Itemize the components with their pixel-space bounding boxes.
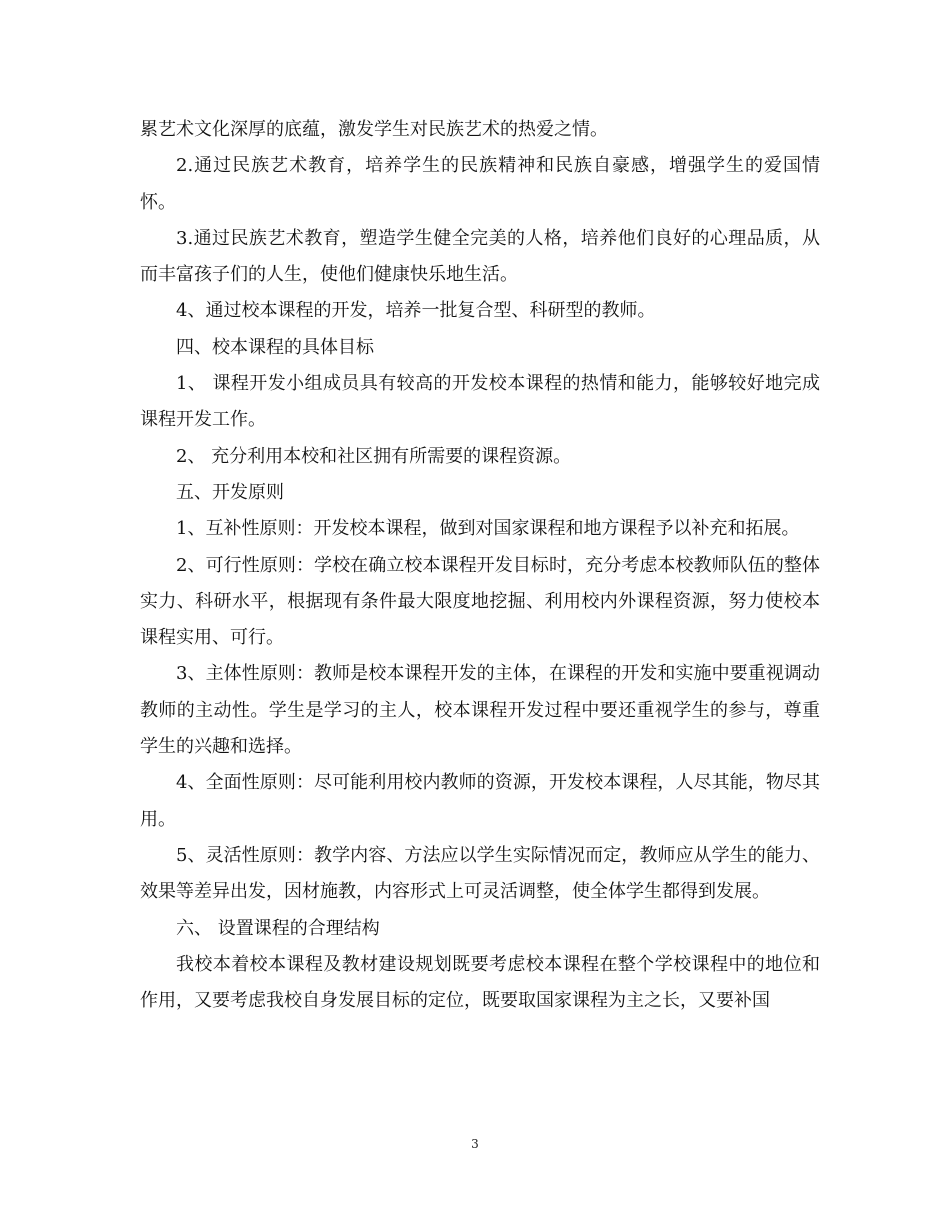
paragraph-goal-4: 4、通过校本课程的开发，培养一批复合型、科研型的教师。 xyxy=(176,300,656,322)
section-heading-4: 四、校本课程的具体目标 xyxy=(176,336,374,358)
paragraph-goal-2: 2.通过民族艺术教育，培养学生的民族精神和民族自豪感，增强学生的爱国情怀。 xyxy=(140,155,820,213)
paragraph-specific-goal-2: 2、 充分利用本校和社区拥有所需要的课程资源。 xyxy=(176,445,572,467)
page-number: 3 xyxy=(471,1137,479,1151)
paragraph-principle-4: 4、全面性原则：尽可能利用校内教师的资源，开发校本课程，人尽其能，物尽其用。 xyxy=(140,772,820,830)
paragraph-principle-3: 3、主体性原则：教师是校本课程开发的主体，在课程的开发和实施中要重视调动教师的主动性。学生是学习的主人，校本课程开发过程中要还重视学生的参与，尊重学生的兴趣和选择。 xyxy=(140,663,820,758)
document-body xyxy=(140,112,820,1019)
paragraph-structure: 我校本着校本课程及教材建设规划既要考虑校本课程在整个学校课程中的地位和作用，又要考虑我校自身发展目标的定位，既要取国家课程为主之长，又要补国 xyxy=(140,953,820,1012)
paragraph-principle-5: 5、灵活性原则：教学内容、方法应以学生实际情况而定，教师应从学生的能力、效果等差异出发，因材施教，内容形式上可灵活调整，使全体学生都得到发展。 xyxy=(140,844,820,903)
section-heading-6: 六、 设置课程的合理结构 xyxy=(176,917,380,939)
section-heading-5: 五、开发原则 xyxy=(176,481,284,503)
paragraph-continuation: 累艺术文化深厚的底蕴，激发学生对民族艺术的热爱之情。 xyxy=(140,119,608,140)
paragraph-principle-1: 1、互补性原则：开发校本课程，做到对国家课程和地方课程予以补充和拓展。 xyxy=(176,518,800,540)
paragraph-specific-goal-1: 1、 课程开发小组成员具有较高的开发校本课程的热情和能力，能够较好地完成课程开发工作。 xyxy=(140,373,820,431)
paragraph-principle-2: 2、可行性原则：学校在确立校本课程开发目标时，充分考虑本校教师队伍的整体实力、科研水平，根据现有条件最大限度地挖掘、利用校内外课程资源，努力使校本课程实用、可行。 xyxy=(140,554,820,649)
paragraph-goal-3: 3.通过民族艺术教育，塑造学生健全完美的人格，培养他们良好的心理品质，从而丰富孩子们的人生，使他们健康快乐地生活。 xyxy=(140,227,820,286)
